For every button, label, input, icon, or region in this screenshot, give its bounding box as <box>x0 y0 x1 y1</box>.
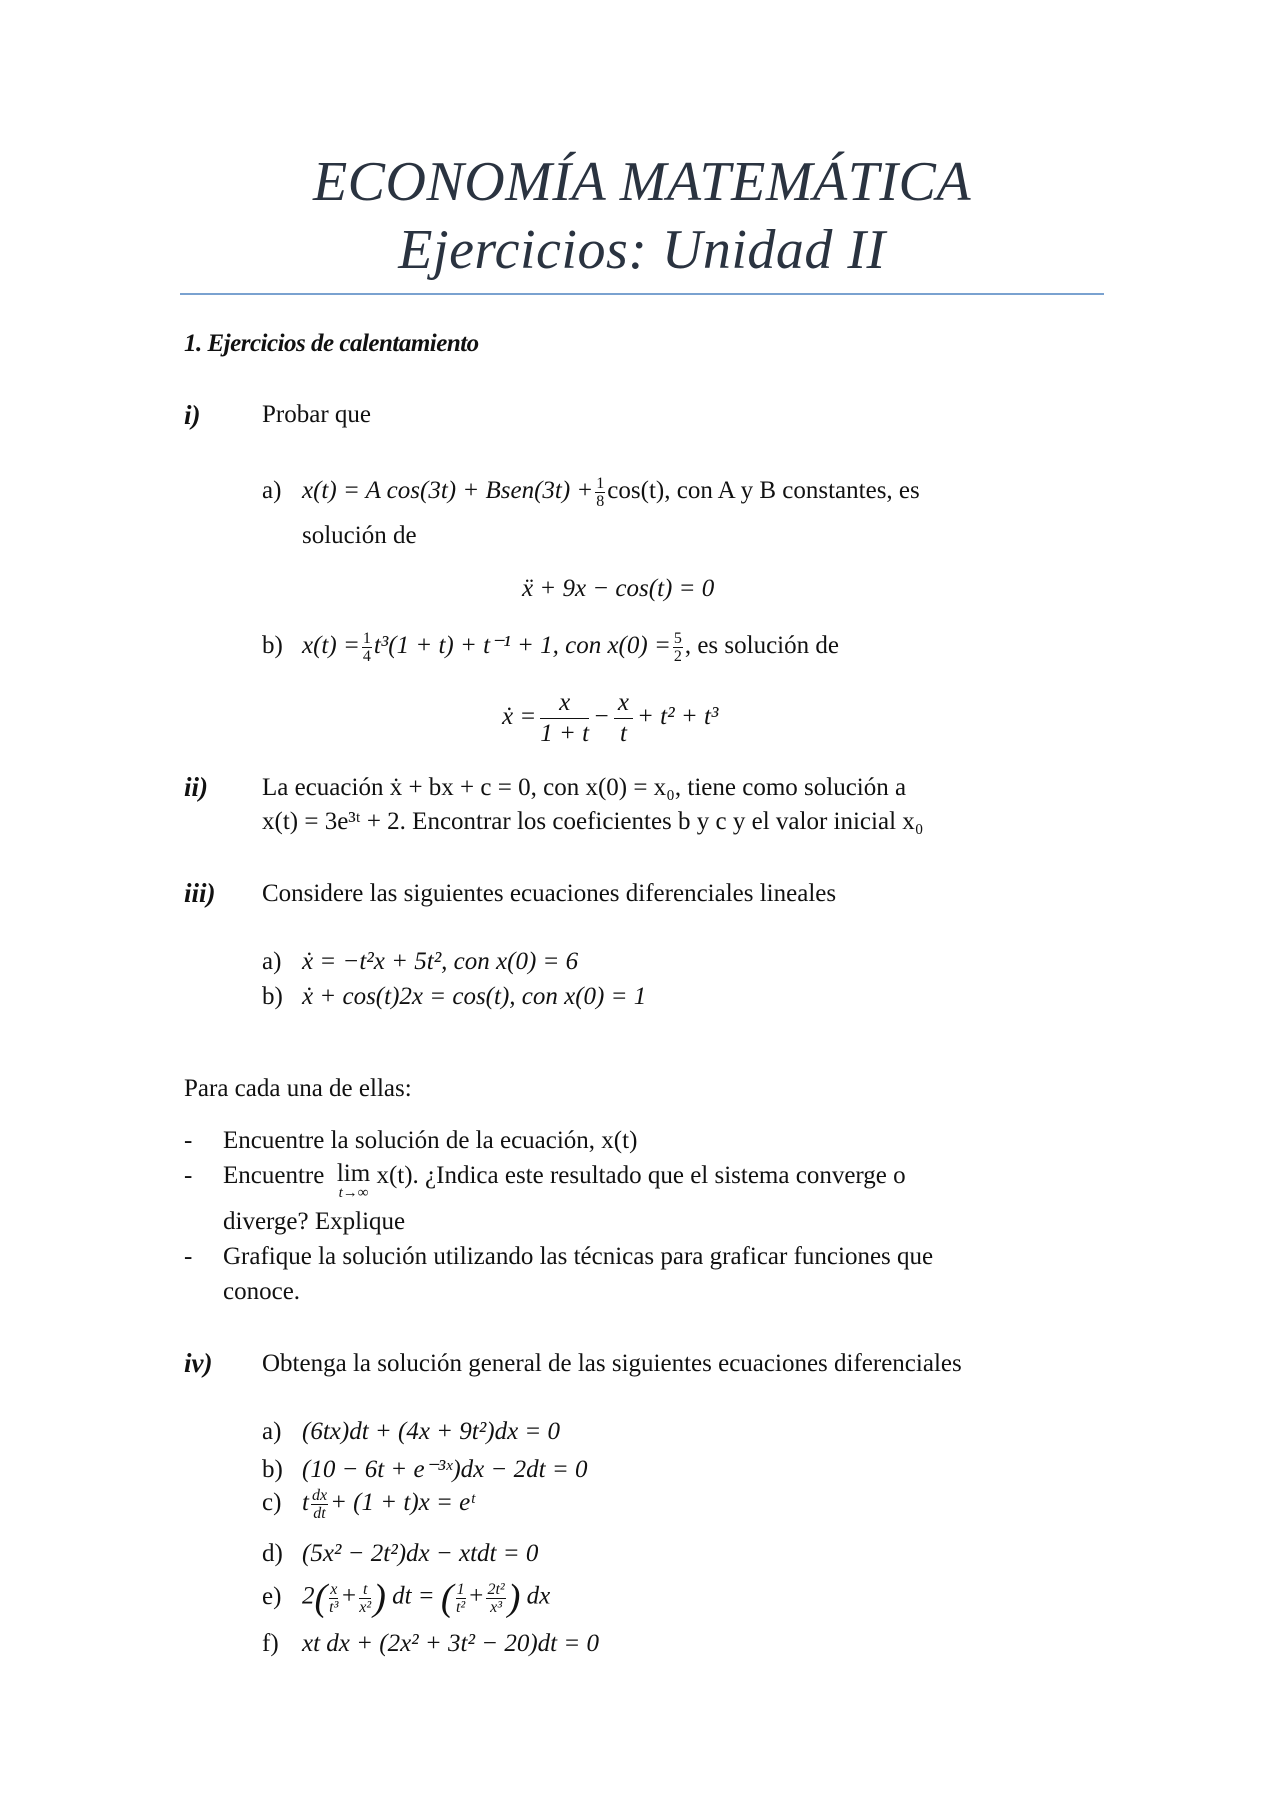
numerator: 5 <box>673 630 682 647</box>
plus: + <box>467 1582 485 1610</box>
para-cada: Para cada una de ellas: <box>184 1075 412 1102</box>
part-ii-line2: x(t) = 3e³ᵗ + 2. Encontrar los coeficientes b y c y el valor inicial x₀ <box>262 808 924 835</box>
part-i-a <box>262 475 920 510</box>
close-paren: ) <box>373 1577 386 1619</box>
open-paren: ( <box>314 1577 328 1619</box>
part-i-b-equation <box>502 688 718 749</box>
mid: dt = <box>392 1582 435 1610</box>
expression-tail: cos(t), con A y B constantes, es <box>607 477 920 505</box>
part-i-b <box>262 630 839 665</box>
denominator: 1 + t <box>540 720 590 747</box>
numerator: x <box>614 688 633 719</box>
document-title: ECONOMÍA MATEMÁTICA <box>312 151 972 213</box>
numerator: 1 <box>456 1580 465 1598</box>
expression: xt dx + (2x² + 3t² − 20)dt = 0 <box>302 1630 599 1657</box>
denominator: 2 <box>673 648 682 665</box>
bullet-2-rest: x(t). ¿Indica este resultado que el sistema converge o <box>376 1162 906 1189</box>
document-subtitle: Ejercicios: Unidad II <box>398 219 886 281</box>
expression: ẋ + cos(t)2x = cos(t), con x(0) = 1 <box>302 983 647 1010</box>
bullet-2 <box>223 1162 906 1200</box>
expression: (6tx)dt + (4x + 9t²)dx = 0 <box>302 1418 561 1445</box>
part-iv-a <box>262 1418 560 1446</box>
item-label: d) <box>262 1540 283 1567</box>
denominator: 8 <box>596 493 605 510</box>
numerator: 1 <box>362 630 371 647</box>
numerator: 2t² <box>487 1580 505 1598</box>
lim-subscript: t→∞ <box>338 1185 369 1201</box>
item-label: f) <box>262 1630 279 1657</box>
item-label: b) <box>262 1456 283 1483</box>
fraction <box>486 1581 505 1616</box>
minus: − <box>593 703 610 731</box>
fraction <box>311 1487 328 1522</box>
numerator: x <box>330 1580 338 1598</box>
fraction <box>329 1581 338 1616</box>
part-i-a-equation: ẍ + 9x − cos(t) = 0 <box>522 575 715 602</box>
numerator: dx <box>311 1487 328 1504</box>
part-iii-b <box>262 983 646 1011</box>
denominator: x³ <box>490 1598 503 1616</box>
open-paren: ( <box>440 1577 454 1619</box>
part-iv-label: iv) <box>184 1348 213 1378</box>
item-label: a) <box>262 1418 282 1445</box>
fraction <box>614 688 633 749</box>
denominator: 4 <box>362 648 371 665</box>
bullet-3-line2: conoce. <box>223 1278 301 1305</box>
expression-tail: , es solución de <box>684 632 839 660</box>
eq-rest: + t² + t³ <box>637 703 719 731</box>
part-ii-line1: La ecuación ẋ + bx + c = 0, con x(0) = x₀, tiene como solución a <box>262 774 907 801</box>
expression: x(t) = A cos(3t) + Bsen(3t) + <box>302 477 594 505</box>
numerator: x <box>540 688 589 719</box>
part-ii-label: ii) <box>184 772 208 802</box>
part-iv-b <box>262 1454 587 1484</box>
fraction <box>456 1581 466 1616</box>
item-label: c) <box>262 1489 282 1517</box>
eq-lhs: ẋ = <box>502 703 537 731</box>
plus: + <box>340 1582 358 1610</box>
fraction <box>595 475 605 510</box>
part-iv-d <box>262 1540 538 1568</box>
end: dx <box>526 1582 551 1610</box>
close-paren: ) <box>507 1577 521 1619</box>
bullet-dash: - <box>184 1127 193 1154</box>
part-iv-e <box>262 1576 550 1620</box>
part-iii-a <box>262 948 578 976</box>
bullet-dash: - <box>184 1162 193 1189</box>
bullet-1: Encuentre la solución de la ecuación, x(t) <box>223 1127 638 1154</box>
expression-mid: t³(1 + t) + t⁻¹ + 1, con x(0) = <box>373 632 671 660</box>
lim-word: lim <box>336 1160 371 1187</box>
denominator: dt <box>313 1505 326 1522</box>
denominator: t³ <box>329 1598 339 1616</box>
item-label: a) <box>262 948 282 975</box>
part-iv-f <box>262 1630 599 1658</box>
expression: x(t) = <box>302 632 360 660</box>
bullet-3: Grafique la solución utilizando las técnicas para graficar funciones que <box>223 1243 934 1270</box>
item-label: a) <box>262 477 282 505</box>
item-label: e) <box>262 1582 282 1610</box>
expression: ẋ = −t²x + 5t², con x(0) = 6 <box>302 948 579 975</box>
denominator: t² <box>455 1598 466 1616</box>
denominator: t <box>620 720 627 747</box>
fraction <box>359 1581 371 1616</box>
fraction <box>673 630 683 665</box>
numerator: 1 <box>596 475 605 492</box>
denominator: x² <box>359 1598 372 1616</box>
section-heading: 1. Ejercicios de calentamiento <box>184 330 479 357</box>
part-i-intro: Probar que <box>262 401 371 428</box>
part-i-a-line2: solución de <box>302 522 417 549</box>
item-label: b) <box>262 983 283 1010</box>
item-label: b) <box>262 632 283 660</box>
bullet-dash: - <box>184 1243 193 1270</box>
part-i-label: i) <box>184 400 201 430</box>
part-iii-label: iii) <box>184 878 216 908</box>
part-iv-c <box>262 1487 474 1522</box>
fraction <box>362 630 372 665</box>
bullet-2-line2: diverge? Explique <box>223 1208 406 1235</box>
limit <box>337 1162 370 1200</box>
part-iv-intro: Obtenga la solución general de las siguientes ecuaciones diferenciales <box>262 1350 962 1377</box>
expression: (10 − 6t + e⁻³ˣ)dx − 2dt = 0 <box>302 1456 588 1483</box>
numerator: t <box>359 1581 371 1599</box>
t: t <box>302 1489 309 1517</box>
title-divider <box>180 293 1104 295</box>
bullet-2-start: Encuentre <box>223 1162 325 1189</box>
expression: (5x² − 2t²)dx − xtdt = 0 <box>302 1540 539 1567</box>
expression-rest: + (1 + t)x = eᵗ <box>330 1489 475 1517</box>
two: 2 <box>302 1582 315 1610</box>
fraction <box>540 688 589 749</box>
part-iii-intro: Considere las siguientes ecuaciones diferenciales lineales <box>262 880 837 907</box>
